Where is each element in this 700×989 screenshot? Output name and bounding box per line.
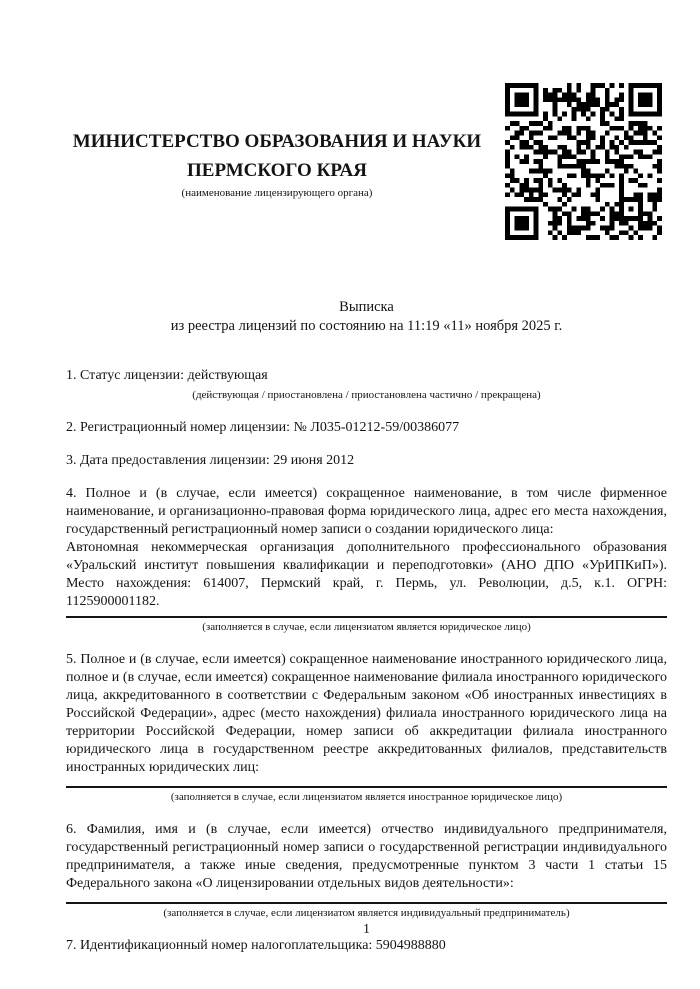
document-header: [64, 127, 490, 200]
legal-entity-caption: (заполняется в случае, если лицензиатом является юридическое лицо): [202, 621, 531, 633]
individual-entrepreneur-section: 6. Фамилия, имя и (в случае, если имеется) отчество индивидуального предпринимателя, государственный регистрационный номер записи о государственной регистрации индивидуального предпринимателя, а также иные сведения, предусмотренные пунктом 3 части 1 статьи 15 Федерального закона «О лицензировании отдельных видов деятельности»:: [66, 822, 667, 891]
qr-code-image: [505, 83, 662, 240]
taxpayer-id-line: 7. Идентификационный номер налогоплательщика: 5904988880: [66, 938, 446, 953]
license-status-options-caption: (действующая / приостановлена / приостановлена частично / прекращена): [192, 389, 541, 401]
qr-code-svg: [505, 83, 662, 240]
legal-entity-value: Автономная некоммерческая организация дополнительного профессионального образования «Уральский институт повышения квалификации и переподготовки» (АНО ДПО «УрИПКиП»). Место нахождения: 614007, Пермский край, г. Пермь, ул. Революции, д.5, к.1. ОГРН: 1125900001182.: [66, 540, 667, 609]
document-body: [66, 298, 667, 955]
license-status-line: 1. Статус лицензии: действующая: [66, 368, 268, 383]
foreign-entity-section: 5. Полное и (в случае, если имеется) сокращенное наименование иностранного юридического лица, полное и (в случае, если имеется) сокращенное наименование филиала иностранного юридического лица, аккредитованного в соответствии с Федеральным законом «Об иностранных инвестициях в Российской Федерации», адрес (место нахождения) филиала иностранного юридического лица на территории Российской Федерации, номер записи об аккредитации филиала иностранного юридического лица в государственном реестре аккредитованных филиалов, представительств иностранных юридических лиц:: [66, 652, 667, 775]
individual-entrepreneur-caption: (заполняется в случае, если лицензиатом является индивидуальный предприниматель): [163, 907, 570, 919]
individual-entrepreneur-underline: [66, 902, 667, 904]
ministry-name-line-2: ПЕРМСКОГО КРАЯ: [187, 160, 367, 181]
license-grant-date-line: 3. Дата предоставления лицензии: 29 июня 2012: [66, 453, 355, 468]
title-line-1: Выписка: [339, 299, 394, 315]
legal-entity-underline: [66, 616, 667, 618]
foreign-entity-caption: (заполняется в случае, если лицензиатом является иностранное юридическое лицо): [170, 791, 563, 803]
foreign-entity-underline: [66, 786, 667, 788]
licensing-authority-caption: (наименование лицензирующего органа): [181, 187, 373, 199]
legal-entity-intro: 4. Полное и (в случае, если имеется) сокращенное наименование, в том числе фирменное наименование, и организационно-правовая форма юридического лица, адрес его места нахождения, государственный регистрационный номер записи о создании юридического лица:: [66, 486, 667, 537]
license-registration-number-line: 2. Регистрационный номер лицензии: № Л035-01212-59/00386077: [66, 420, 460, 435]
page-number: 1: [363, 922, 370, 937]
legal-entity-section: [66, 485, 667, 611]
document-title: [66, 298, 667, 336]
title-line-2: из реестра лицензий по состоянию на 11:19 «11» ноября 2025 г.: [170, 318, 563, 334]
ministry-name-line-1: МИНИСТЕРСТВО ОБРАЗОВАНИЯ И НАУКИ: [72, 131, 482, 152]
